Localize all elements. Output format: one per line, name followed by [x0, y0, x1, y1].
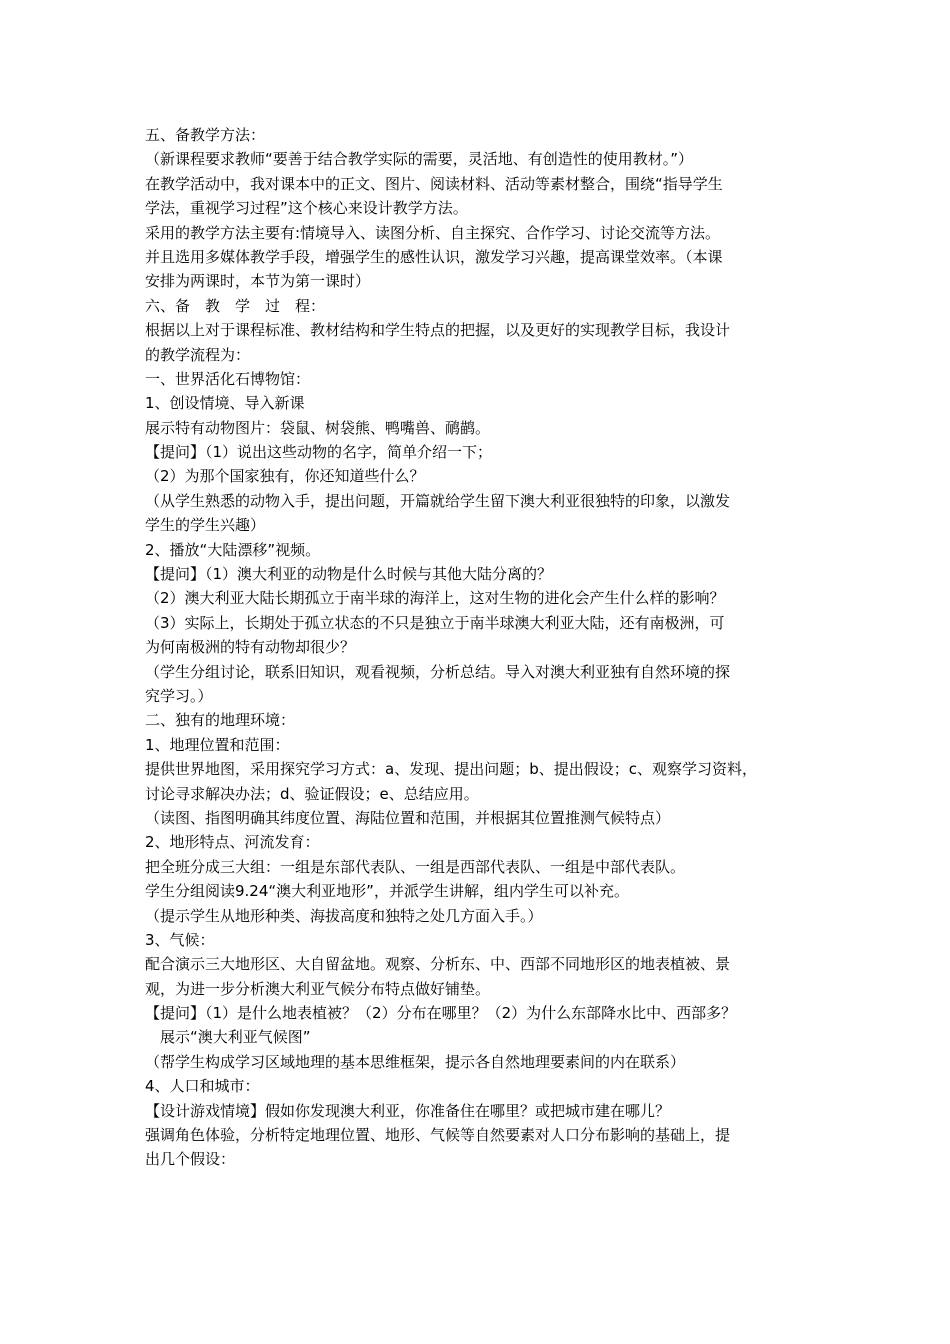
text-line: 强调角色体验，分析特定地理位置、地形、气候等自然要素对人口分布影响的基础上，提 — [145, 1126, 731, 1145]
text-line: 【提问】（1）说出这些动物的名字，简单介绍一下； — [145, 443, 493, 462]
text-line: 学法，重视学习过程”这个核心来设计教学方法。 — [145, 199, 468, 218]
text-line: 配合演示三大地形区、大自留盆地。观察、分析东、中、西部不同地形区的地表植被、景 — [145, 955, 731, 974]
text-line: 二、独有的地理环境： — [145, 711, 296, 730]
text-line: （从学生熟悉的动物入手，提出问题，开篇就给学生留下澳大利亚很独特的印象，以激发 — [145, 491, 731, 510]
text-line: （学生分组讨论，联系旧知识，观看视频，分析总结。导入对澳大利亚独有自然环境的探 — [145, 662, 731, 681]
text-line: （新课程要求教师“要善于结合教学实际的需要，灵活地、有创造性的使用教材。”） — [145, 150, 694, 169]
text-line: 在教学活动中，我对课本中的正文、图片、阅读材料、活动等素材整合，围绕“指导学生 — [145, 174, 723, 193]
text-line: 观，为进一步分析澳大利亚气候分布特点做好铺垫。 — [145, 979, 491, 998]
text-line: 五、备教学方法： — [145, 126, 266, 144]
text-line: 3、气候： — [145, 930, 215, 949]
text-line: 把全班分成三大组：一组是东部代表队、一组是西部代表队、一组是中部代表队。 — [145, 857, 686, 876]
text-line: （3）实际上，长期处于孤立状态的不只是独立于南半球澳大利亚大陆，还有南极洲，可 — [145, 613, 725, 632]
text-line: 【提问】（1）是什么地表植被？（2）分布在哪里？（2）为什么东部降水比中、西部多？ — [145, 1004, 737, 1023]
text-line: 1、创设情境、导入新课 — [145, 394, 305, 413]
text-line: （帮学生构成学习区域地理的基本思维框架，提示各自然地理要素间的内在联系） — [145, 1052, 686, 1071]
text-line: 2、地形特点、河流发育： — [145, 833, 320, 852]
text-line: 【提问】（1）澳大利亚的动物是什么时候与其他大陆分离的？ — [145, 565, 553, 584]
text-line: 采用的教学方法主要有:情境导入、读图分析、自主探究、合作学习、讨论交流等方法。 — [145, 223, 721, 242]
text-line: 提供世界地图，采用探究学习方式：a、发现、提出问题；b、提出假设；c、观察学习资料， — [145, 760, 757, 779]
text-line: 六、备 教 学 过 程： — [145, 296, 326, 315]
text-line: 1、地理位置和范围： — [145, 735, 290, 754]
text-line: 展示特有动物图片：袋鼠、树袋熊、鸭嘴兽、鸸鹋。 — [145, 418, 491, 437]
text-line: 安排为两课时，本节为第一课时） — [145, 272, 371, 291]
text-line: 学生分组阅读9.24“澳大利亚地形”，并派学生讲解，组内学生可以补充。 — [145, 882, 629, 901]
text-line: （2）澳大利亚大陆长期孤立于南半球的海洋上，这对生物的进化会产生什么样的影响？ — [145, 589, 725, 608]
text-line: （读图、指图明确其纬度位置、海陆位置和范围，并根据其位置推测气候特点） — [145, 808, 671, 827]
document-body — [145, 123, 815, 1172]
text-line: 出几个假设： — [145, 1150, 236, 1169]
text-line: 【设计游戏情境】假如你发现澳大利亚，你准备住在哪里？或把城市建在哪儿？ — [145, 1101, 671, 1120]
text-line: 学生的学生兴趣） — [145, 516, 266, 535]
text-line: 一、世界活化石博物馆： — [145, 369, 311, 388]
text-line: 讨论寻求解决办法；d、验证假设；e、总结应用。 — [145, 784, 479, 803]
text-line: 究学习。） — [145, 686, 213, 705]
text-line: （2）为那个国家独有，你还知道些什么？ — [145, 467, 425, 486]
text-line: 4、人口和城市： — [145, 1077, 260, 1096]
text-line: 展示“澳大利亚气候图” — [145, 1028, 311, 1047]
text-line: 根据以上对于课程标准、教材结构和学生特点的把握，以及更好的实现教学目标，我设计 — [145, 321, 731, 340]
text-line: 为何南极洲的特有动物却很少？ — [145, 638, 356, 657]
text-line: （提示学生从地形种类、海拔高度和独特之处几方面入手。） — [145, 906, 543, 925]
text-line: 并且选用多媒体教学手段，增强学生的感性认识，激发学习兴趣，提高课堂效率。（本课 — [145, 247, 723, 266]
text-line: 2、播放“大陆漂移”视频。 — [145, 540, 321, 559]
text-line: 的教学流程为： — [145, 345, 251, 364]
